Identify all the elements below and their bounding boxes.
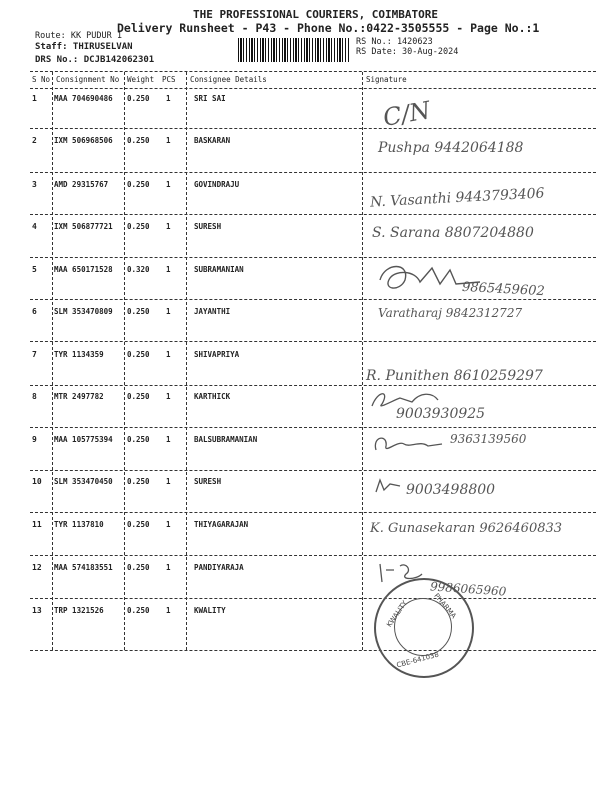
row-consignment: SLM 353470450: [54, 477, 113, 486]
row-consignee: KWALITY: [194, 606, 226, 615]
row-signature: S. Sarana 8807204880: [372, 225, 534, 241]
col-weight: Weight: [127, 75, 155, 84]
row-consignment: MAA 574183551: [54, 563, 113, 572]
stamp-text: PHARMA: [432, 591, 458, 621]
col-signature: Signature: [366, 75, 407, 84]
row-consignment: MAA 105775394: [54, 435, 113, 444]
row-signature: R. Punithen 8610259297: [366, 368, 543, 384]
row-consignment: IXM 506877721: [54, 222, 113, 231]
staff-label: Staff: THIRUSELVAN: [35, 42, 133, 52]
row-signature: 9003498800: [406, 482, 496, 498]
row-consignee: SHIVAPRIYA: [194, 350, 240, 359]
row-weight: 0.250: [127, 606, 150, 615]
row-signature: 9986065960: [429, 579, 507, 599]
barcode: [238, 38, 350, 62]
row-consignee: BALSUBRAMANIAN: [194, 435, 258, 444]
row-pcs: 1: [166, 222, 171, 231]
row-signature-scribble: [372, 476, 406, 496]
row-signature-scribble: [370, 430, 450, 456]
row-signature: Pushpa 9442064188: [378, 140, 524, 156]
company-title: THE PROFESSIONAL COURIERS, COIMBATORE: [193, 8, 439, 21]
row-weight: 0.250: [127, 563, 150, 572]
row-consignment: TRP 1321526: [54, 606, 104, 615]
row-weight: 0.250: [127, 94, 150, 103]
col-divider: [52, 72, 53, 650]
row-consignment: MAA 650171528: [54, 265, 113, 274]
row-weight: 0.250: [127, 435, 150, 444]
route-label: Route: KK PUDUR 1: [35, 31, 122, 41]
row-sno: 3: [32, 180, 37, 189]
row-consignee: SUBRAMANIAN: [194, 265, 244, 274]
col-consignee: Consignee Details: [190, 75, 267, 84]
col-consignment: Consignment No: [56, 75, 120, 84]
row-sno: 7: [32, 350, 37, 359]
row-weight: 0.250: [127, 307, 150, 316]
row-pcs: 1: [166, 606, 171, 615]
row-sno: 5: [32, 265, 37, 274]
row-weight: 0.250: [127, 477, 150, 486]
row-pcs: 1: [166, 136, 171, 145]
row-consignment: TYR 1134359: [54, 350, 104, 359]
row-pcs: 1: [166, 563, 171, 572]
row-consignment: SLM 353470809: [54, 307, 113, 316]
row-weight: 0.250: [127, 392, 150, 401]
row-consignee: GOVINDRAJU: [194, 180, 240, 189]
row-sno: 2: [32, 136, 37, 145]
row-divider: [30, 214, 596, 215]
row-signature: K. Gunasekaran 9626460833: [370, 521, 563, 536]
row-sno: 4: [32, 222, 37, 231]
row-sno: 10: [32, 477, 42, 486]
row-divider: [30, 385, 596, 386]
row-signature: 9363139560: [450, 432, 527, 446]
row-consignment: MTR 2497782: [54, 392, 104, 401]
row-pcs: 1: [166, 435, 171, 444]
col-sno: S No: [32, 75, 51, 84]
row-consignment: IXM 506968506: [54, 136, 113, 145]
row-pcs: 1: [166, 477, 171, 486]
row-sno: 13: [32, 606, 42, 615]
row-divider: [30, 427, 596, 428]
row-divider: [30, 512, 596, 513]
row-sno: 6: [32, 307, 37, 316]
row-consignment: AMD 29315767: [54, 180, 109, 189]
row-divider: [30, 470, 596, 471]
row-pcs: 1: [166, 265, 171, 274]
row-weight: 0.320: [127, 265, 150, 274]
row-consignment: MAA 704690486: [54, 94, 113, 103]
col-divider: [124, 72, 125, 650]
row-signature-scribble: [370, 260, 530, 294]
row-signature: N. Vasanthi 9443793406: [369, 185, 545, 211]
row-consignee: BASKARAN: [194, 136, 231, 145]
row-divider: [30, 598, 596, 599]
row-sno: 1: [32, 94, 37, 103]
row-signature: Varatharaj 9842312727: [378, 306, 523, 320]
row-consignee: SURESH: [194, 477, 222, 486]
row-sno: 11: [32, 520, 42, 529]
row-consignee: KARTHICK: [194, 392, 231, 401]
row-weight: 0.250: [127, 520, 150, 529]
row-consignee: THIYAGARAJAN: [194, 520, 249, 529]
rs-number: RS No.: 1420623: [356, 37, 433, 47]
col-divider: [362, 72, 363, 650]
row-divider: [30, 172, 596, 173]
drs-number: DRS No.: DCJB142062301: [35, 55, 155, 65]
col-pcs: PCS: [162, 75, 176, 84]
rs-date: RS Date: 30-Aug-2024: [356, 47, 459, 57]
row-signature: C/N: [380, 96, 433, 132]
row-divider: [30, 555, 596, 556]
table-bottom-rule: [30, 650, 596, 651]
row-sno: 12: [32, 563, 42, 572]
header-top-rule: [30, 71, 596, 72]
row-weight: 0.250: [127, 180, 150, 189]
row-divider: [30, 128, 596, 129]
row-pcs: 1: [166, 350, 171, 359]
row-weight: 0.250: [127, 350, 150, 359]
col-divider: [186, 72, 187, 650]
row-consignment: TYR 1137810: [54, 520, 104, 529]
row-consignee: PANDIYARAJA: [194, 563, 244, 572]
row-pcs: 1: [166, 180, 171, 189]
row-weight: 0.250: [127, 222, 150, 231]
row-pcs: 1: [166, 307, 171, 316]
row-pcs: 1: [166, 94, 171, 103]
stamp-text: KWALITY: [385, 599, 410, 629]
row-divider: [30, 257, 596, 258]
row-sno: 9: [32, 435, 37, 444]
row-consignee: JAYANTHI: [194, 307, 231, 316]
row-signature-scribble: [368, 388, 458, 412]
row-pcs: 1: [166, 392, 171, 401]
header-bottom-rule: [30, 88, 596, 89]
row-pcs: 1: [166, 520, 171, 529]
row-consignee: SRI SAI: [194, 94, 226, 103]
row-divider: [30, 341, 596, 342]
row-divider: [30, 299, 596, 300]
row-consignee: SURESH: [194, 222, 222, 231]
company-stamp: [374, 578, 474, 678]
row-sno: 8: [32, 392, 37, 401]
row-signature: 9865459602: [461, 279, 546, 300]
runsheet-subtitle: Delivery Runsheet - P43 - Phone No.:0422-3505555 - Page No.:1: [117, 21, 540, 35]
stamp-text: CBE-641038: [395, 650, 440, 670]
row-weight: 0.250: [127, 136, 150, 145]
row-signature: 9003930925: [396, 406, 486, 422]
